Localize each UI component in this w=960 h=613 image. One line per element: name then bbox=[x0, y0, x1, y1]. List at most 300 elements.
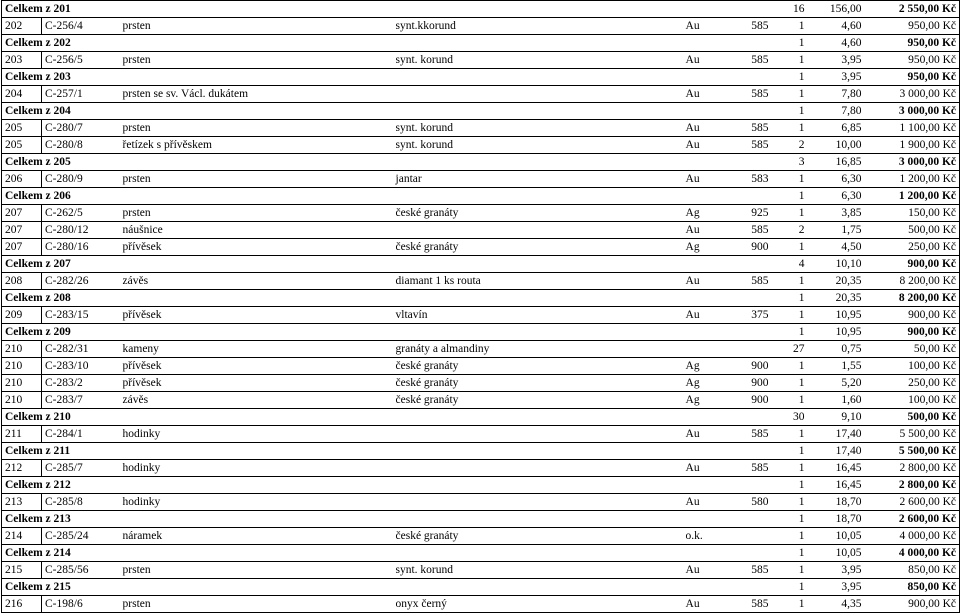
item-price: 950,00 Kč bbox=[865, 52, 960, 69]
lot-total-spacer bbox=[120, 188, 772, 205]
item-weight: 17,40 bbox=[808, 426, 865, 443]
item-code: C-282/31 bbox=[42, 341, 120, 358]
lot-total-qty: 16 bbox=[772, 1, 808, 18]
item-code: C-257/1 bbox=[42, 86, 120, 103]
item-price: 250,00 Kč bbox=[865, 375, 960, 392]
item-weight: 6,30 bbox=[808, 171, 865, 188]
lot-item-row bbox=[2, 205, 960, 222]
item-price: 1 200,00 Kč bbox=[865, 171, 960, 188]
item-weight: 4,50 bbox=[808, 239, 865, 256]
item-code: C-262/5 bbox=[42, 205, 120, 222]
item-metal: Au bbox=[683, 596, 732, 613]
lot-total-label: Celkem z 209 bbox=[2, 324, 120, 341]
lot-total-spacer bbox=[120, 511, 772, 528]
item-metal: Au bbox=[683, 171, 732, 188]
lot-total-label: Celkem z 208 bbox=[2, 290, 120, 307]
lot-total-spacer bbox=[120, 103, 772, 120]
lot-total-weight: 18,70 bbox=[808, 511, 865, 528]
item-price: 900,00 Kč bbox=[865, 307, 960, 324]
item-code: C-284/1 bbox=[42, 426, 120, 443]
item-fineness: 585 bbox=[732, 18, 772, 35]
item-description: prsten bbox=[120, 18, 393, 35]
lot-total-qty: 1 bbox=[772, 69, 808, 86]
lot-total-row bbox=[2, 256, 960, 273]
item-qty: 1 bbox=[772, 562, 808, 579]
lot-total-row bbox=[2, 188, 960, 205]
item-material: vltavín bbox=[393, 307, 683, 324]
item-metal: Ag bbox=[683, 392, 732, 409]
item-fineness: 583 bbox=[732, 171, 772, 188]
lot-total-weight: 10,05 bbox=[808, 545, 865, 562]
item-metal: Au bbox=[683, 307, 732, 324]
lot-total-price: 500,00 Kč bbox=[865, 409, 960, 426]
item-fineness: 900 bbox=[732, 239, 772, 256]
item-material bbox=[393, 222, 683, 239]
item-description: kameny bbox=[120, 341, 393, 358]
item-fineness: 585 bbox=[732, 562, 772, 579]
lot-total-qty: 1 bbox=[772, 35, 808, 52]
item-price: 8 200,00 Kč bbox=[865, 273, 960, 290]
item-metal: Ag bbox=[683, 239, 732, 256]
item-qty: 1 bbox=[772, 460, 808, 477]
item-weight: 1,55 bbox=[808, 358, 865, 375]
lot-total-price: 850,00 Kč bbox=[865, 579, 960, 596]
item-price: 50,00 Kč bbox=[865, 341, 960, 358]
lot-total-spacer bbox=[120, 256, 772, 273]
item-code: C-283/15 bbox=[42, 307, 120, 324]
item-material: synt. korund bbox=[393, 52, 683, 69]
item-metal: Au bbox=[683, 222, 732, 239]
item-fineness: 585 bbox=[732, 137, 772, 154]
lot-number: 205 bbox=[2, 137, 42, 154]
lot-total-label: Celkem z 202 bbox=[2, 35, 120, 52]
item-metal: Au bbox=[683, 120, 732, 137]
lot-total-qty: 1 bbox=[772, 188, 808, 205]
lot-total-row bbox=[2, 443, 960, 460]
lot-total-weight: 4,60 bbox=[808, 35, 865, 52]
item-description: závěs bbox=[120, 392, 393, 409]
lot-item-row bbox=[2, 392, 960, 409]
lot-total-weight: 7,80 bbox=[808, 103, 865, 120]
lot-total-spacer bbox=[120, 443, 772, 460]
item-qty: 1 bbox=[772, 307, 808, 324]
item-weight: 5,20 bbox=[808, 375, 865, 392]
item-description: prsten bbox=[120, 120, 393, 137]
lot-total-weight: 16,45 bbox=[808, 477, 865, 494]
lot-number: 205 bbox=[2, 120, 42, 137]
lot-total-weight: 20,35 bbox=[808, 290, 865, 307]
lot-total-price: 2 800,00 Kč bbox=[865, 477, 960, 494]
lot-total-weight: 10,10 bbox=[808, 256, 865, 273]
item-qty: 2 bbox=[772, 137, 808, 154]
item-description: prsten bbox=[120, 205, 393, 222]
lot-total-label: Celkem z 211 bbox=[2, 443, 120, 460]
item-fineness: 900 bbox=[732, 375, 772, 392]
item-weight: 6,85 bbox=[808, 120, 865, 137]
item-material: české granáty bbox=[393, 375, 683, 392]
item-fineness: 925 bbox=[732, 205, 772, 222]
item-description: prsten bbox=[120, 52, 393, 69]
item-material: onyx černý bbox=[393, 596, 683, 613]
item-qty: 2 bbox=[772, 222, 808, 239]
lot-total-label: Celkem z 204 bbox=[2, 103, 120, 120]
lot-total-spacer bbox=[120, 324, 772, 341]
item-qty: 1 bbox=[772, 86, 808, 103]
item-metal: Au bbox=[683, 86, 732, 103]
item-price: 100,00 Kč bbox=[865, 358, 960, 375]
lot-total-qty: 1 bbox=[772, 324, 808, 341]
lot-item-row bbox=[2, 137, 960, 154]
lot-total-qty: 1 bbox=[772, 103, 808, 120]
lot-total-spacer bbox=[120, 409, 772, 426]
item-weight: 3,95 bbox=[808, 52, 865, 69]
item-description: hodinky bbox=[120, 426, 393, 443]
lot-item-row bbox=[2, 273, 960, 290]
item-description: prsten bbox=[120, 596, 393, 613]
item-weight: 7,80 bbox=[808, 86, 865, 103]
lot-item-row bbox=[2, 528, 960, 545]
table-body bbox=[2, 1, 960, 613]
lot-total-label: Celkem z 213 bbox=[2, 511, 120, 528]
item-qty: 1 bbox=[772, 120, 808, 137]
item-material: české granáty bbox=[393, 392, 683, 409]
item-fineness: 900 bbox=[732, 392, 772, 409]
item-weight: 4,35 bbox=[808, 596, 865, 613]
item-metal: Au bbox=[683, 426, 732, 443]
lot-number: 207 bbox=[2, 205, 42, 222]
lot-total-qty: 1 bbox=[772, 290, 808, 307]
item-code: C-283/7 bbox=[42, 392, 120, 409]
item-material bbox=[393, 426, 683, 443]
item-qty: 1 bbox=[772, 358, 808, 375]
lot-item-row bbox=[2, 120, 960, 137]
item-fineness bbox=[732, 341, 772, 358]
lot-total-price: 3 000,00 Kč bbox=[865, 103, 960, 120]
item-fineness: 900 bbox=[732, 358, 772, 375]
item-qty: 1 bbox=[772, 18, 808, 35]
item-material: české granáty bbox=[393, 358, 683, 375]
item-fineness: 585 bbox=[732, 222, 772, 239]
lot-total-qty: 30 bbox=[772, 409, 808, 426]
item-price: 500,00 Kč bbox=[865, 222, 960, 239]
lot-total-price: 950,00 Kč bbox=[865, 35, 960, 52]
item-material bbox=[393, 86, 683, 103]
lot-item-row bbox=[2, 171, 960, 188]
item-qty: 1 bbox=[772, 273, 808, 290]
item-price: 3 000,00 Kč bbox=[865, 86, 960, 103]
lot-total-qty: 1 bbox=[772, 477, 808, 494]
item-metal: Ag bbox=[683, 205, 732, 222]
lot-total-label: Celkem z 203 bbox=[2, 69, 120, 86]
item-fineness: 585 bbox=[732, 460, 772, 477]
item-material: granáty a almandiny bbox=[393, 341, 683, 358]
lot-number: 202 bbox=[2, 18, 42, 35]
item-code: C-256/4 bbox=[42, 18, 120, 35]
lot-number: 212 bbox=[2, 460, 42, 477]
item-description: prsten bbox=[120, 562, 393, 579]
item-code: C-283/10 bbox=[42, 358, 120, 375]
lot-total-label: Celkem z 205 bbox=[2, 154, 120, 171]
item-weight: 0,75 bbox=[808, 341, 865, 358]
lot-total-label: Celkem z 206 bbox=[2, 188, 120, 205]
item-price: 250,00 Kč bbox=[865, 239, 960, 256]
item-fineness bbox=[732, 528, 772, 545]
item-weight: 10,00 bbox=[808, 137, 865, 154]
lot-total-qty: 3 bbox=[772, 154, 808, 171]
item-description: přívěsek bbox=[120, 307, 393, 324]
item-description: řetízek s přívěskem bbox=[120, 137, 393, 154]
item-qty: 1 bbox=[772, 494, 808, 511]
lot-total-row bbox=[2, 511, 960, 528]
lot-item-row bbox=[2, 18, 960, 35]
item-description: závěs bbox=[120, 273, 393, 290]
item-description: prsten se sv. Václ. dukátem bbox=[120, 86, 393, 103]
lot-item-row bbox=[2, 307, 960, 324]
lot-number: 203 bbox=[2, 52, 42, 69]
item-description: přívěsek bbox=[120, 375, 393, 392]
lot-item-row bbox=[2, 460, 960, 477]
item-metal: o.k. bbox=[683, 528, 732, 545]
lot-number: 214 bbox=[2, 528, 42, 545]
item-description: hodinky bbox=[120, 494, 393, 511]
lot-total-spacer bbox=[120, 1, 772, 18]
lot-item-row bbox=[2, 375, 960, 392]
item-price: 5 500,00 Kč bbox=[865, 426, 960, 443]
item-description: hodinky bbox=[120, 460, 393, 477]
lot-total-row bbox=[2, 409, 960, 426]
lot-total-price: 2 600,00 Kč bbox=[865, 511, 960, 528]
item-code: C-280/16 bbox=[42, 239, 120, 256]
lot-total-row bbox=[2, 290, 960, 307]
lot-total-qty: 1 bbox=[772, 579, 808, 596]
item-description: náramek bbox=[120, 528, 393, 545]
lot-total-row bbox=[2, 1, 960, 18]
lot-total-weight: 3,95 bbox=[808, 69, 865, 86]
item-metal: Au bbox=[683, 494, 732, 511]
item-weight: 10,05 bbox=[808, 528, 865, 545]
item-metal: Au bbox=[683, 562, 732, 579]
lot-total-row bbox=[2, 324, 960, 341]
lot-number: 210 bbox=[2, 341, 42, 358]
item-code: C-256/5 bbox=[42, 52, 120, 69]
item-qty: 1 bbox=[772, 171, 808, 188]
lot-total-qty: 4 bbox=[772, 256, 808, 273]
item-qty: 1 bbox=[772, 392, 808, 409]
lot-total-weight: 9,10 bbox=[808, 409, 865, 426]
item-material: české granáty bbox=[393, 528, 683, 545]
lot-number: 209 bbox=[2, 307, 42, 324]
item-weight: 3,95 bbox=[808, 562, 865, 579]
item-code: C-282/26 bbox=[42, 273, 120, 290]
item-material: synt.kkorund bbox=[393, 18, 683, 35]
lot-total-spacer bbox=[120, 154, 772, 171]
lot-total-label: Celkem z 212 bbox=[2, 477, 120, 494]
item-weight: 4,60 bbox=[808, 18, 865, 35]
lot-number: 216 bbox=[2, 596, 42, 613]
lot-total-weight: 3,95 bbox=[808, 579, 865, 596]
lot-total-price: 4 000,00 Kč bbox=[865, 545, 960, 562]
lot-item-row bbox=[2, 222, 960, 239]
item-material bbox=[393, 494, 683, 511]
lot-number: 210 bbox=[2, 375, 42, 392]
item-code: C-283/2 bbox=[42, 375, 120, 392]
lot-number: 207 bbox=[2, 222, 42, 239]
lot-total-weight: 10,95 bbox=[808, 324, 865, 341]
lot-item-row bbox=[2, 596, 960, 613]
item-qty: 1 bbox=[772, 239, 808, 256]
lot-total-label: Celkem z 201 bbox=[2, 1, 120, 18]
lot-total-label: Celkem z 215 bbox=[2, 579, 120, 596]
lot-item-row bbox=[2, 239, 960, 256]
lot-number: 210 bbox=[2, 358, 42, 375]
item-description: přívěsek bbox=[120, 358, 393, 375]
lot-total-row bbox=[2, 154, 960, 171]
item-weight: 16,45 bbox=[808, 460, 865, 477]
lot-number: 204 bbox=[2, 86, 42, 103]
lot-total-weight: 17,40 bbox=[808, 443, 865, 460]
item-description: náušnice bbox=[120, 222, 393, 239]
lot-item-row bbox=[2, 426, 960, 443]
item-code: C-285/56 bbox=[42, 562, 120, 579]
lot-item-row bbox=[2, 494, 960, 511]
item-material: diamant 1 ks routa bbox=[393, 273, 683, 290]
lot-total-label: Celkem z 210 bbox=[2, 409, 120, 426]
item-description: prsten bbox=[120, 171, 393, 188]
item-fineness: 375 bbox=[732, 307, 772, 324]
lot-total-price: 950,00 Kč bbox=[865, 69, 960, 86]
item-fineness: 585 bbox=[732, 426, 772, 443]
item-weight: 18,70 bbox=[808, 494, 865, 511]
item-price: 2 600,00 Kč bbox=[865, 494, 960, 511]
item-fineness: 585 bbox=[732, 52, 772, 69]
item-qty: 1 bbox=[772, 375, 808, 392]
item-description: přívěsek bbox=[120, 239, 393, 256]
item-price: 4 000,00 Kč bbox=[865, 528, 960, 545]
item-qty: 1 bbox=[772, 426, 808, 443]
item-code: C-280/12 bbox=[42, 222, 120, 239]
lot-total-spacer bbox=[120, 545, 772, 562]
item-qty: 27 bbox=[772, 341, 808, 358]
lot-number: 210 bbox=[2, 392, 42, 409]
lot-total-price: 8 200,00 Kč bbox=[865, 290, 960, 307]
lot-number: 215 bbox=[2, 562, 42, 579]
item-weight: 1,75 bbox=[808, 222, 865, 239]
item-weight: 1,60 bbox=[808, 392, 865, 409]
lot-total-price: 1 200,00 Kč bbox=[865, 188, 960, 205]
item-code: C-280/8 bbox=[42, 137, 120, 154]
lot-total-price: 900,00 Kč bbox=[865, 256, 960, 273]
item-code: C-280/7 bbox=[42, 120, 120, 137]
lot-total-weight: 16,85 bbox=[808, 154, 865, 171]
lot-total-label: Celkem z 207 bbox=[2, 256, 120, 273]
lot-total-row bbox=[2, 545, 960, 562]
lot-item-row bbox=[2, 358, 960, 375]
item-material: synt. korund bbox=[393, 562, 683, 579]
lot-total-weight: 156,00 bbox=[808, 1, 865, 18]
item-price: 950,00 Kč bbox=[865, 18, 960, 35]
lot-total-price: 5 500,00 Kč bbox=[865, 443, 960, 460]
item-code: C-198/6 bbox=[42, 596, 120, 613]
item-metal: Au bbox=[683, 137, 732, 154]
item-price: 1 100,00 Kč bbox=[865, 120, 960, 137]
lot-item-row bbox=[2, 52, 960, 69]
lot-item-row bbox=[2, 562, 960, 579]
item-material: české granáty bbox=[393, 239, 683, 256]
item-metal: Ag bbox=[683, 358, 732, 375]
lot-total-row bbox=[2, 103, 960, 120]
item-fineness: 585 bbox=[732, 120, 772, 137]
lot-total-spacer bbox=[120, 290, 772, 307]
item-metal: Au bbox=[683, 18, 732, 35]
lot-total-row bbox=[2, 579, 960, 596]
lot-total-qty: 1 bbox=[772, 511, 808, 528]
item-code: C-280/9 bbox=[42, 171, 120, 188]
item-weight: 10,95 bbox=[808, 307, 865, 324]
item-weight: 3,85 bbox=[808, 205, 865, 222]
item-price: 850,00 Kč bbox=[865, 562, 960, 579]
lot-total-label: Celkem z 214 bbox=[2, 545, 120, 562]
item-qty: 1 bbox=[772, 528, 808, 545]
item-material bbox=[393, 460, 683, 477]
item-price: 1 900,00 Kč bbox=[865, 137, 960, 154]
lot-total-row bbox=[2, 477, 960, 494]
lot-number: 211 bbox=[2, 426, 42, 443]
item-weight: 20,35 bbox=[808, 273, 865, 290]
item-price: 100,00 Kč bbox=[865, 392, 960, 409]
item-fineness: 585 bbox=[732, 86, 772, 103]
item-metal: Au bbox=[683, 52, 732, 69]
lot-number: 213 bbox=[2, 494, 42, 511]
item-code: C-285/24 bbox=[42, 528, 120, 545]
lot-number: 206 bbox=[2, 171, 42, 188]
item-fineness: 585 bbox=[732, 596, 772, 613]
lot-total-row bbox=[2, 69, 960, 86]
item-fineness: 585 bbox=[732, 273, 772, 290]
lot-total-price: 900,00 Kč bbox=[865, 324, 960, 341]
lot-item-row bbox=[2, 341, 960, 358]
item-qty: 1 bbox=[772, 205, 808, 222]
item-metal: Au bbox=[683, 460, 732, 477]
lot-total-spacer bbox=[120, 69, 772, 86]
item-material: jantar bbox=[393, 171, 683, 188]
item-metal: Ag bbox=[683, 375, 732, 392]
item-qty: 1 bbox=[772, 52, 808, 69]
lot-total-price: 3 000,00 Kč bbox=[865, 154, 960, 171]
item-fineness: 580 bbox=[732, 494, 772, 511]
lot-total-qty: 1 bbox=[772, 443, 808, 460]
item-code: C-285/8 bbox=[42, 494, 120, 511]
item-material: synt. korund bbox=[393, 137, 683, 154]
lot-number: 208 bbox=[2, 273, 42, 290]
lot-total-spacer bbox=[120, 35, 772, 52]
item-qty: 1 bbox=[772, 596, 808, 613]
item-material: české granáty bbox=[393, 205, 683, 222]
item-price: 900,00 Kč bbox=[865, 596, 960, 613]
lot-total-spacer bbox=[120, 579, 772, 596]
item-code: C-285/7 bbox=[42, 460, 120, 477]
item-price: 2 800,00 Kč bbox=[865, 460, 960, 477]
lot-total-spacer bbox=[120, 477, 772, 494]
item-price: 150,00 Kč bbox=[865, 205, 960, 222]
item-metal: Au bbox=[683, 273, 732, 290]
lot-total-weight: 6,30 bbox=[808, 188, 865, 205]
lot-total-qty: 1 bbox=[772, 545, 808, 562]
lot-item-row bbox=[2, 86, 960, 103]
lot-total-row bbox=[2, 35, 960, 52]
item-material: synt. korund bbox=[393, 120, 683, 137]
auction-lot-table bbox=[1, 0, 960, 613]
item-metal bbox=[683, 341, 732, 358]
